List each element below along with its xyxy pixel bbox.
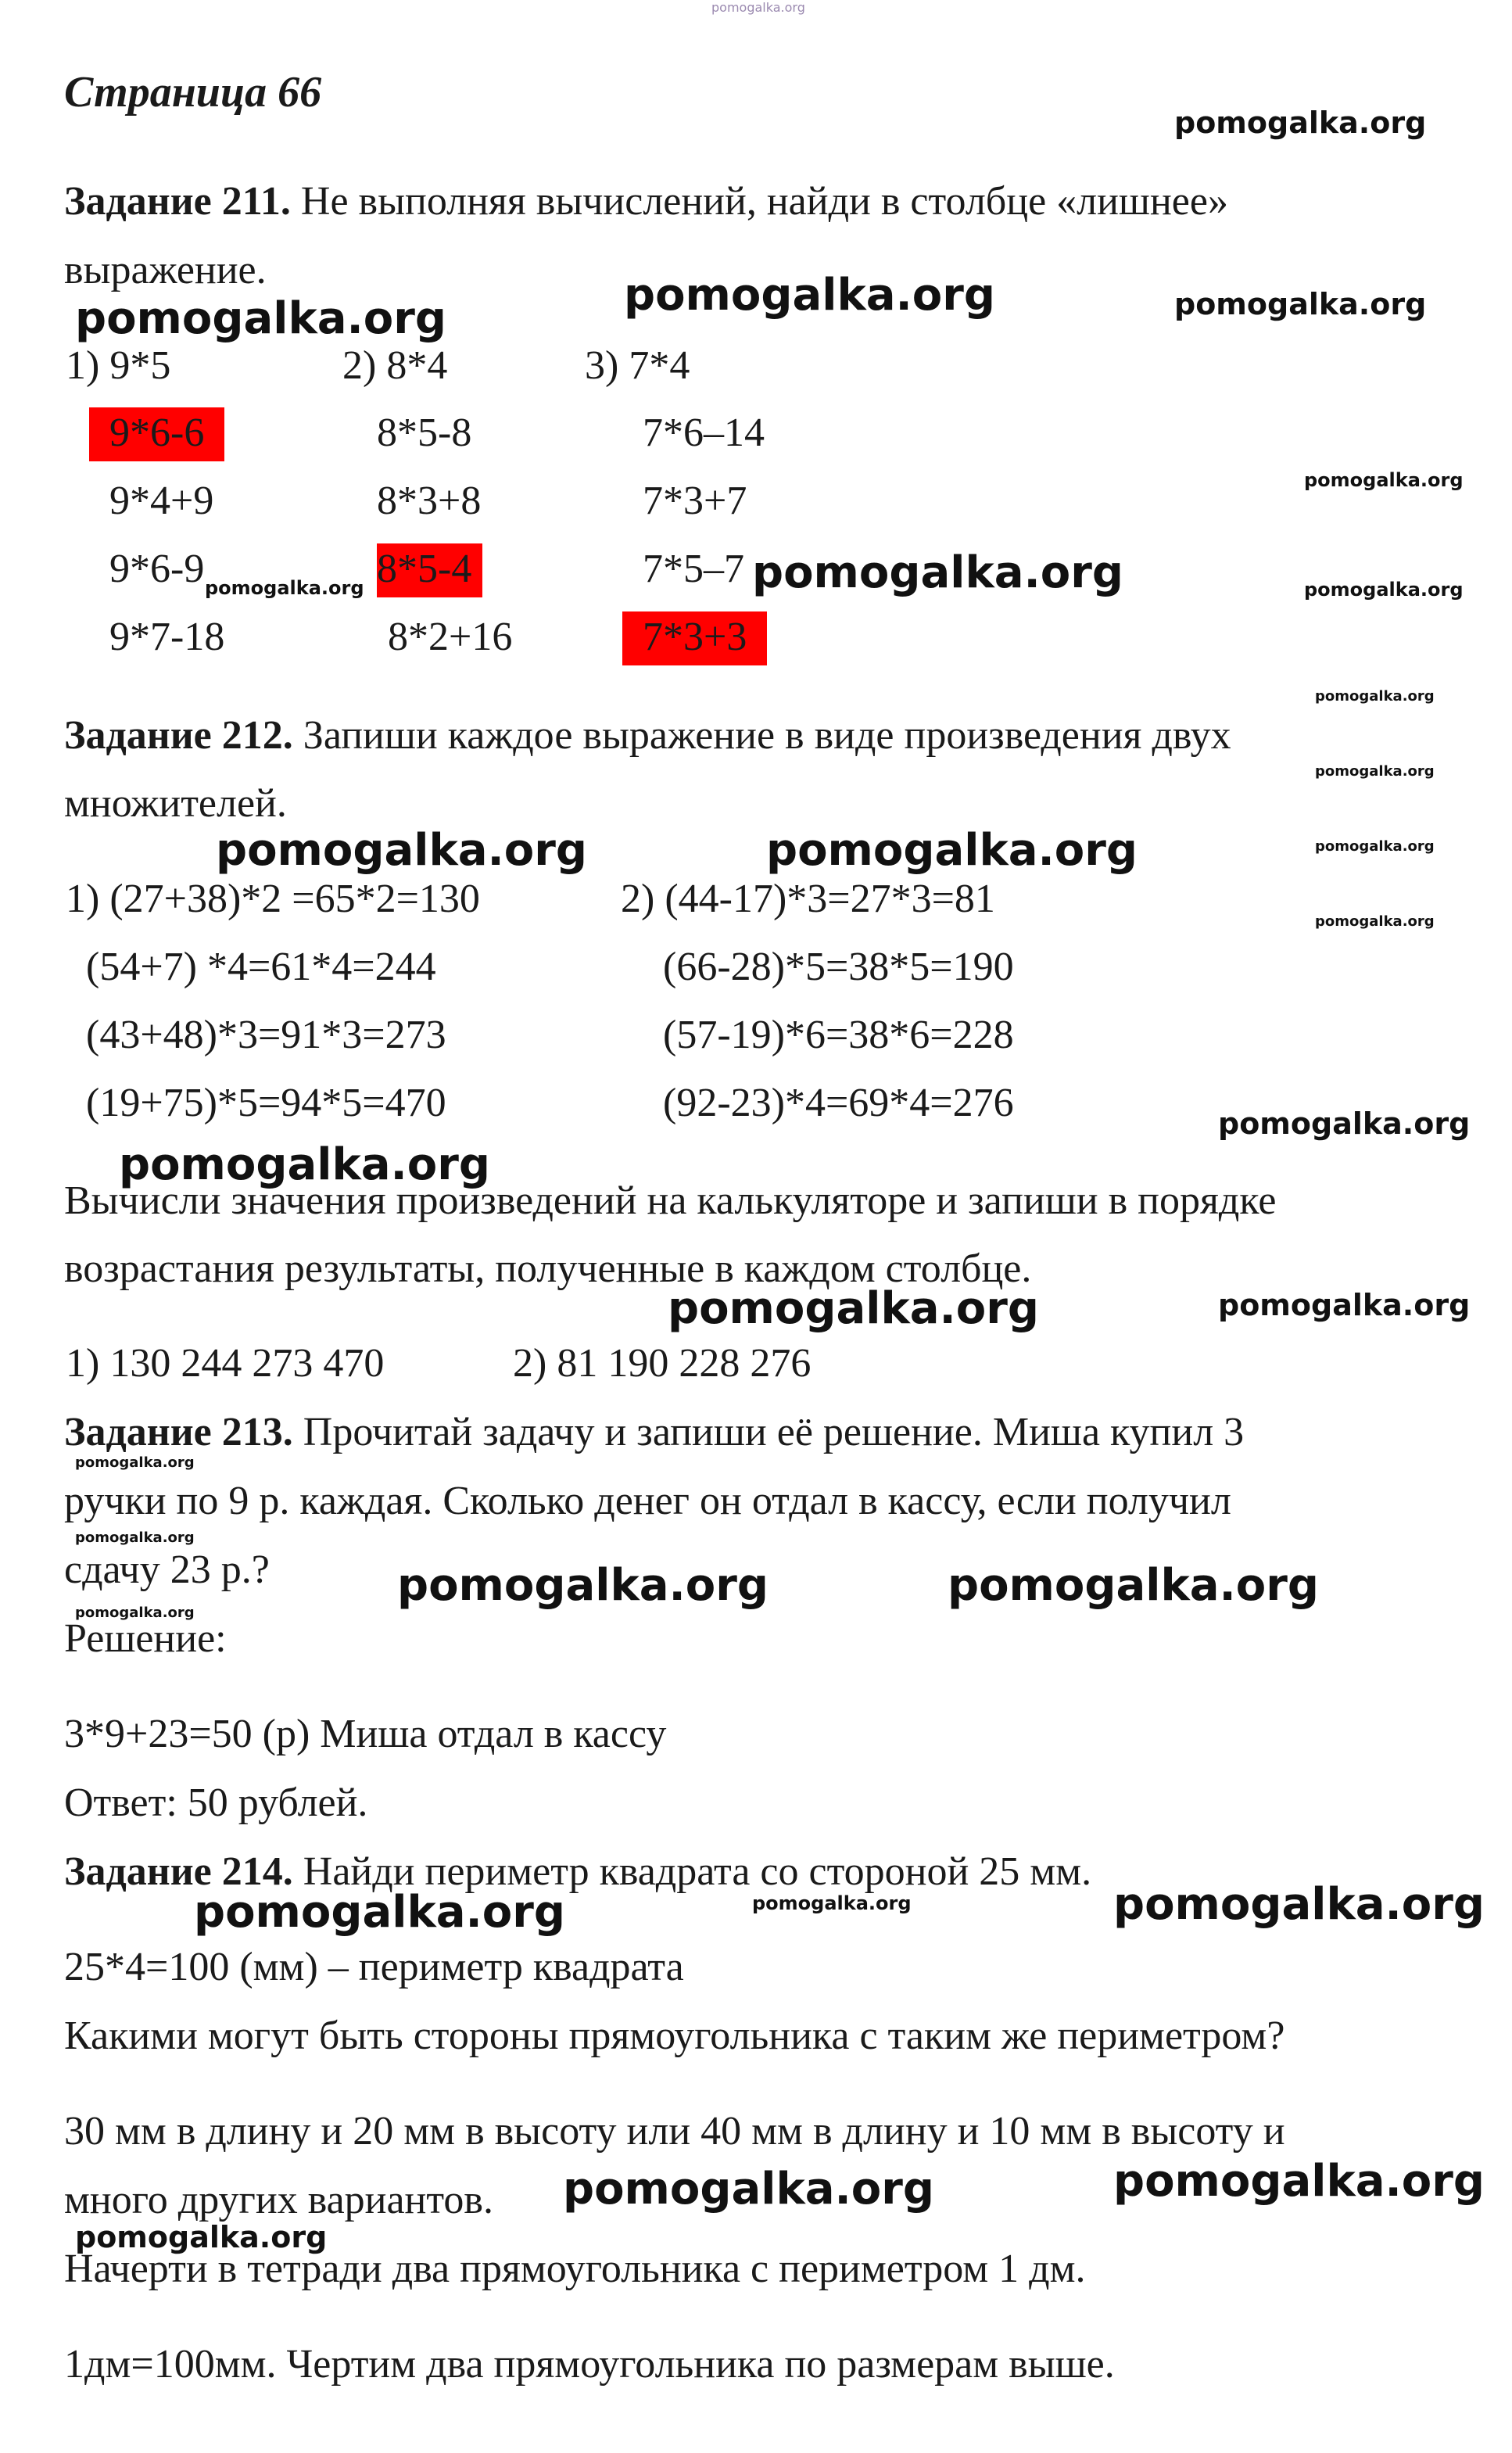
task-213-text-cont: ручки по 9 р. каждая. Сколько денег он отдал в кассу, если получил	[64, 1479, 1231, 1523]
watermark: pomogalka.org	[1315, 763, 1435, 780]
watermark: pomogalka.org	[1218, 1288, 1471, 1322]
watermark: pomogalka.org	[1304, 579, 1464, 601]
task-211-col3-row2: 7*3+7	[643, 479, 747, 523]
task-211-col2-row3	[377, 549, 482, 590]
watermark: pomogalka.org	[668, 1283, 1039, 1334]
watermark: pomogalka.org	[1304, 469, 1464, 491]
watermark: pomogalka.org	[397, 1560, 769, 1611]
task-212-col1-row3: (43+48)*3=91*3=273	[86, 1013, 446, 1057]
task-214-label: Задание 214.	[64, 1849, 293, 1894]
watermark: pomogalka.org	[1113, 2156, 1485, 2207]
task-212-col2-row3: (57-19)*6=38*6=228	[663, 1013, 1014, 1057]
task-211-col1-row1	[109, 413, 224, 454]
task-214-line1: 25*4=100 (мм) – периметр квадрата	[64, 1945, 684, 1989]
task-213-heading	[64, 1412, 1244, 1453]
watermark: pomogalka.org	[1174, 106, 1427, 140]
task-211-col2-row2: 8*3+8	[377, 479, 482, 523]
task-211-text-cont: выражение.	[64, 248, 267, 292]
watermark: pomogalka.org	[752, 1892, 912, 1914]
task-211-col3-row4	[643, 617, 767, 658]
task-211-col1-row3: 9*6-9	[109, 547, 205, 591]
task-211-col2-row4: 8*2+16	[388, 615, 513, 659]
task-211-text: Не выполняя вычислений, найди в столбце «лишнее»	[290, 179, 1228, 224]
watermark: pomogalka.org	[216, 825, 587, 876]
task-211-col2-head: 2) 8*4	[342, 343, 448, 388]
task-211-col3-row1: 7*6–14	[643, 411, 765, 455]
task-214-last-line: 1дм=100мм. Чертим два прямоугольника по размерам выше.	[64, 2342, 1115, 2387]
task-212-calc-text-cont: возрастания результаты, полученные в каждом столбце.	[64, 1246, 1032, 1291]
watermark: pomogalka.org	[752, 547, 1123, 598]
watermark: pomogalka.org	[205, 577, 364, 599]
task-211-col1-row4: 9*7-18	[109, 615, 225, 659]
watermark: pomogalka.org	[75, 2220, 328, 2254]
watermark: pomogalka.org	[1315, 688, 1435, 705]
task-214-answer-line1: 30 мм в длину и 20 мм в высоту или 40 мм в длину и 10 мм в высоту и	[64, 2109, 1285, 2154]
task-212-col2-row1: 2) (44-17)*3=27*3=81	[621, 877, 995, 921]
watermark: pomogalka.org	[119, 1139, 490, 1190]
watermark: pomogalka.org	[75, 1454, 195, 1471]
task-212-col1-row1: 1) (27+38)*2 =65*2=130	[66, 877, 480, 921]
task-212-col2-row2: (66-28)*5=38*5=190	[663, 945, 1014, 989]
task-211-col2-row1: 8*5-8	[377, 411, 472, 455]
watermark: pomogalka.org	[75, 293, 446, 344]
task-212-col1-row2: (54+7) *4=61*4=244	[86, 945, 436, 989]
watermark: pomogalka.org	[563, 2164, 934, 2215]
task-211-heading	[64, 181, 1228, 222]
task-212-text: Запиши каждое выражение в виде произведения двух	[292, 713, 1231, 758]
top-watermark: pomogalka.org	[711, 0, 805, 15]
task-211-col3-head: 3) 7*4	[585, 343, 690, 388]
task-213-text-cont2: сдачу 23 р.?	[64, 1547, 270, 1592]
task-212-col2-row4: (92-23)*4=69*4=276	[663, 1081, 1014, 1125]
watermark: pomogalka.org	[1218, 1106, 1471, 1141]
task-213-solution-label: Решение:	[64, 1616, 227, 1661]
highlight-odd-expression: 8*5-4	[377, 543, 482, 597]
task-212-text-cont: множителей.	[64, 781, 287, 826]
task-212-answer2: 2) 81 190 228 276	[513, 1341, 812, 1386]
task-214-text: Найди периметр квадрата со стороной 25 мм.	[292, 1849, 1092, 1894]
watermark: pomogalka.org	[194, 1887, 565, 1938]
task-212-col1-row4: (19+75)*5=94*5=470	[86, 1081, 446, 1125]
task-212-heading	[64, 715, 1231, 756]
task-211-col3-row3: 7*5–7	[643, 547, 744, 591]
watermark: pomogalka.org	[766, 825, 1138, 876]
task-213-label: Задание 213.	[64, 1410, 293, 1454]
watermark: pomogalka.org	[75, 1530, 195, 1546]
task-212-answer1: 1) 130 244 273 470	[66, 1341, 385, 1386]
task-213-text: Прочитай задачу и запиши её решение. Миша купил 3	[292, 1410, 1245, 1454]
watermark: pomogalka.org	[948, 1560, 1319, 1611]
watermark: pomogalka.org	[1315, 838, 1435, 855]
task-211-col1-row2: 9*4+9	[109, 479, 214, 523]
task-213-answer: Ответ: 50 рублей.	[64, 1781, 368, 1825]
watermark: pomogalka.org	[75, 1605, 195, 1621]
task-214-answer-line2: много других вариантов.	[64, 2178, 493, 2222]
highlight-odd-expression: 7*3+3	[622, 611, 767, 665]
watermark: pomogalka.org	[1315, 913, 1435, 930]
task-211-label: Задание 211.	[64, 179, 291, 224]
task-212-calc-text: Вычисли значения произведений на калькуляторе и запиши в порядке	[64, 1178, 1277, 1223]
highlight-odd-expression: 9*6-6	[89, 407, 224, 461]
task-211-col1-head: 1) 9*5	[66, 343, 171, 388]
watermark: pomogalka.org	[624, 270, 995, 321]
watermark: pomogalka.org	[1174, 287, 1427, 321]
page-title: Страница 66	[64, 68, 322, 117]
watermark: pomogalka.org	[1113, 1879, 1485, 1930]
task-214-task2: Начерти в тетради два прямоугольника с периметром 1 дм.	[64, 2247, 1086, 2291]
task-214-question: Какими могут быть стороны прямоугольника с таким же периметром?	[64, 2014, 1285, 2058]
task-213-solution: 3*9+23=50 (р) Миша отдал в кассу	[64, 1712, 667, 1756]
task-212-label: Задание 212.	[64, 713, 293, 758]
